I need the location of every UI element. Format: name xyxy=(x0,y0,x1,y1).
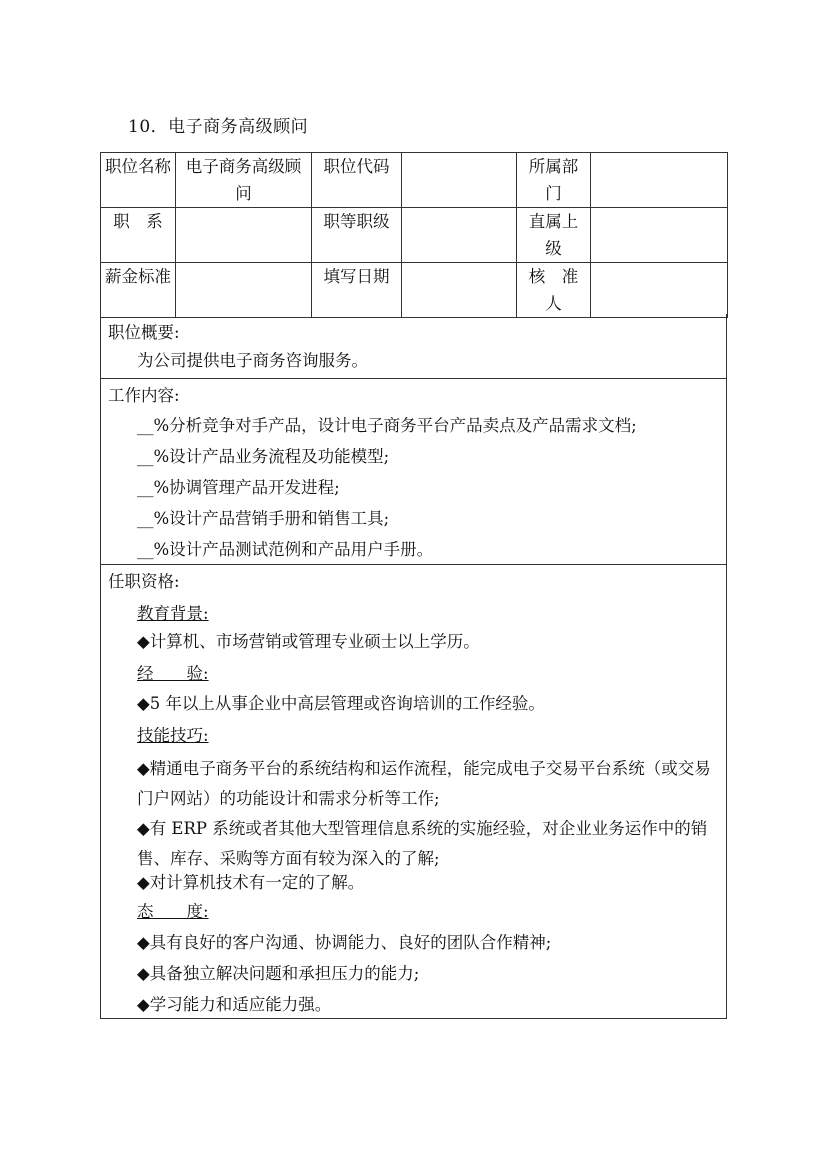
skills-item: ◆对计算机技术有一定的了解。 xyxy=(137,873,365,892)
attitude-item: ◆学习能力和适应能力强。 xyxy=(137,995,332,1014)
experience-text: ◆5 年以上从事企业中高层管理或咨询培训的工作经验。 xyxy=(137,694,545,713)
table-cell: 职位代码 xyxy=(312,153,402,208)
attitude-item: ◆具有良好的客户沟通、协调能力、良好的团队合作精神; xyxy=(137,933,552,952)
table-cell: 所属部门 xyxy=(517,153,591,208)
attitude-item: ◆具备独立解决问题和承担压力的能力; xyxy=(137,964,420,983)
attitude-label: 态 度: xyxy=(137,902,209,921)
table-cell xyxy=(176,208,312,263)
skills-item: ◆有 ERP 系统或者其他大型管理信息系统的实施经验，对企业业务运作中的销售、库存、采购等方面有较为深入的了解; xyxy=(137,819,708,868)
table-cell xyxy=(591,153,728,208)
qualifications-section xyxy=(100,565,727,1019)
list-item: __%设计产品测试范例和产品用户手册。 xyxy=(137,540,434,559)
table-cell: 职 系 xyxy=(101,208,176,263)
work-heading: 工作内容: xyxy=(108,386,180,405)
overview-section xyxy=(100,314,727,379)
table-cell xyxy=(402,208,517,263)
table-cell: 职等职级 xyxy=(312,208,402,263)
skills-item: ◆精通电子商务平台的系统结构和运作流程，能完成电子交易平台系统（或交易门户网站）的功能设计和需求分析等工作; xyxy=(137,759,711,808)
table-row xyxy=(101,208,728,263)
education-text: ◆计算机、市场营销或管理专业硕士以上学历。 xyxy=(137,632,480,651)
work-section xyxy=(100,379,727,565)
table-cell xyxy=(402,153,517,208)
page-title: 10．电子商务高级顾问 xyxy=(128,117,309,137)
table-cell xyxy=(402,263,517,318)
list-item: __%分析竞争对手产品，设计电子商务平台产品卖点及产品需求文档; xyxy=(137,416,637,435)
table-cell: 直属上级 xyxy=(517,208,591,263)
overview-text: 为公司提供电子商务咨询服务。 xyxy=(137,351,368,370)
table-row xyxy=(101,263,728,318)
overview-heading: 职位概要: xyxy=(108,323,180,342)
table-cell xyxy=(591,208,728,263)
table-row xyxy=(101,153,728,208)
list-item: __%设计产品业务流程及功能模型; xyxy=(137,447,390,466)
table-cell: 职位名称 xyxy=(101,153,176,208)
list-item: __%设计产品营销手册和销售工具; xyxy=(137,509,390,528)
table-cell: 电子商务高级顾问 xyxy=(176,153,312,208)
education-label: 教育背景: xyxy=(137,604,209,623)
table-cell xyxy=(591,263,728,318)
experience-label: 经 验: xyxy=(137,664,209,683)
job-info-table xyxy=(100,152,728,318)
qualifications-heading: 任职资格: xyxy=(108,572,180,591)
skills-label: 技能技巧: xyxy=(137,726,209,745)
list-item: __%协调管理产品开发进程; xyxy=(137,478,340,497)
table-cell xyxy=(176,263,312,318)
table-cell: 薪金标准 xyxy=(101,263,176,318)
table-cell: 填写日期 xyxy=(312,263,402,318)
table-cell: 核 准 人 xyxy=(517,263,591,318)
